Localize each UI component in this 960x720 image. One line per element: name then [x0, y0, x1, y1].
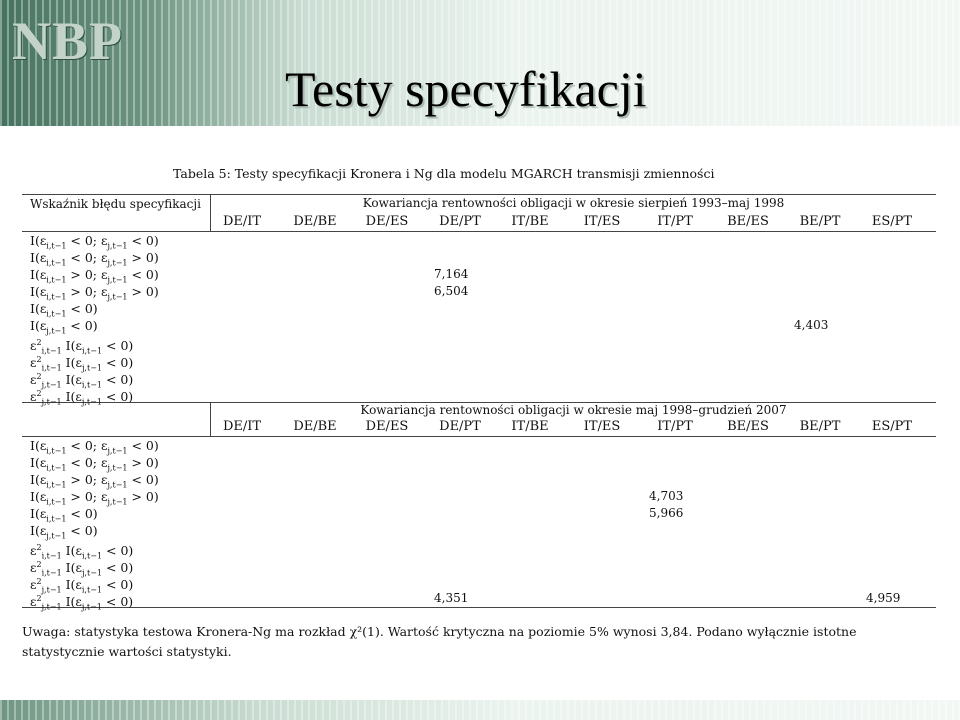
column-header: DE/BE	[293, 214, 337, 229]
slide-title: Testy specyfikacji	[285, 61, 647, 117]
test-statistic-cell: 4,403	[794, 318, 829, 332]
column-header: DE/BE	[293, 419, 337, 434]
row-label: $I(\varepsilon_{i,t-1} > 0$; $\varepsilon_{j,t-1} > 0$)	[30, 284, 159, 302]
row-label: $\varepsilon^2_{j,t-1}$ $I(\varepsilon_{j,t-1} < 0)$	[30, 594, 134, 612]
column-header: IT/ES	[583, 214, 621, 229]
row-label: $I(\varepsilon_{j,t-1} < 0)$	[30, 318, 98, 336]
column-header: DE/ES	[365, 419, 409, 434]
row-label: $\varepsilon^2_{j,t-1}$ $I(\varepsilon_{i,t-1} < 0)$	[30, 577, 134, 595]
footer-band	[0, 700, 960, 720]
header-rule-2	[22, 436, 936, 437]
row-label: $I(\varepsilon_{j,t-1} < 0)$	[30, 523, 98, 541]
column-header: IT/BE	[511, 419, 549, 434]
row-label: $\varepsilon^2_{i,t-1}$ $I(\varepsilon_{j,t-1} < 0)$	[30, 560, 134, 578]
row-label: $I(\varepsilon_{i,t-1} < 0$; $\varepsilon_{j,t-1} < 0$)	[30, 233, 159, 251]
column-header: BE/ES	[727, 419, 769, 434]
test-statistic-cell: 4,703	[649, 489, 684, 503]
table-top-rule	[22, 194, 936, 195]
row-label: $\varepsilon^2_{j,t-1}$ $I(\varepsilon_{i,t-1} < 0)$	[30, 372, 134, 390]
row-label: $I(\varepsilon_{i,t-1} < 0)$	[30, 301, 98, 319]
row-label: $I(\varepsilon_{i,t-1} > 0$; $\varepsilon_{j,t-1} > 0$)	[30, 489, 159, 507]
table-note: Uwaga: statystyka testowa Kronera-Ng ma rozkład χ²(1). Wartość krytyczna na poziomie 5% wynosi 3,84. Podano wyłącznie istotne statystycznie wartości statystyki.	[22, 624, 857, 659]
row-label: $\varepsilon^2_{i,t-1}$ $I(\varepsilon_{i,t-1} < 0)$	[30, 338, 134, 356]
test-statistic-cell: 4,351	[434, 591, 469, 605]
test-statistic-cell: 4,959	[866, 591, 901, 605]
column-header: DE/ES	[365, 214, 409, 229]
column-header: BE/PT	[799, 214, 841, 229]
error-indicator-header: Wskaźnik błędu specyfikacji	[30, 197, 201, 211]
table-bottom-rule	[22, 607, 936, 608]
column-header: DE/IT	[222, 214, 262, 229]
column-header: DE/PT	[439, 214, 481, 229]
row-label: $I(\varepsilon_{i,t-1} < 0$; $\varepsilon_{j,t-1} > 0$)	[30, 455, 159, 473]
test-statistic-cell: 6,504	[434, 284, 469, 298]
column-header: BE/ES	[727, 214, 769, 229]
row-label: $I(\varepsilon_{i,t-1} < 0$; $\varepsilon_{j,t-1} > 0$)	[30, 250, 159, 268]
column-header: DE/IT	[222, 419, 262, 434]
test-statistic-cell: 5,966	[649, 506, 684, 520]
period-header-1: Kowariancja rentowności obligacji w okresie sierpień 1993–maj 1998	[362, 196, 785, 210]
row-label: $\varepsilon^2_{i,t-1}$ $I(\varepsilon_{j,t-1} < 0)$	[30, 355, 134, 373]
table-caption: Tabela 5: Testy specyfikacji Kronera i Ng dla modelu MGARCH transmisji zmienności	[173, 166, 715, 181]
column-header: ES/PT	[871, 419, 913, 434]
row-label: $I(\varepsilon_{i,t-1} < 0$; $\varepsilon_{j,t-1} < 0$)	[30, 438, 159, 456]
row-label: $\varepsilon^2_{i,t-1}$ $I(\varepsilon_{i,t-1} < 0)$	[30, 543, 134, 561]
column-header: DE/PT	[439, 419, 481, 434]
test-statistic-cell: 7,164	[434, 267, 469, 281]
column-header: IT/BE	[511, 214, 549, 229]
column-header: IT/PT	[657, 419, 693, 434]
row-label: $I(\varepsilon_{i,t-1} > 0$; $\varepsilon_{j,t-1} < 0$)	[30, 267, 159, 285]
period-header-2: Kowariancja rentowności obligacji w okresie maj 1998–grudzień 2007	[360, 403, 787, 417]
row-label: $\varepsilon^2_{j,t-1}$ $I(\varepsilon_{j,t-1} < 0)$	[30, 389, 134, 407]
row-label: $I(\varepsilon_{i,t-1} > 0$; $\varepsilon_{j,t-1} < 0$)	[30, 472, 159, 490]
column-header: IT/PT	[657, 214, 693, 229]
column-header: IT/ES	[583, 419, 621, 434]
slide-header	[0, 0, 960, 126]
row-label: $I(\varepsilon_{i,t-1} < 0)$	[30, 506, 98, 524]
column-header: BE/PT	[799, 419, 841, 434]
header-rule-1	[22, 231, 936, 232]
nbp-logo: NBP	[12, 11, 123, 71]
column-header: ES/PT	[871, 214, 913, 229]
